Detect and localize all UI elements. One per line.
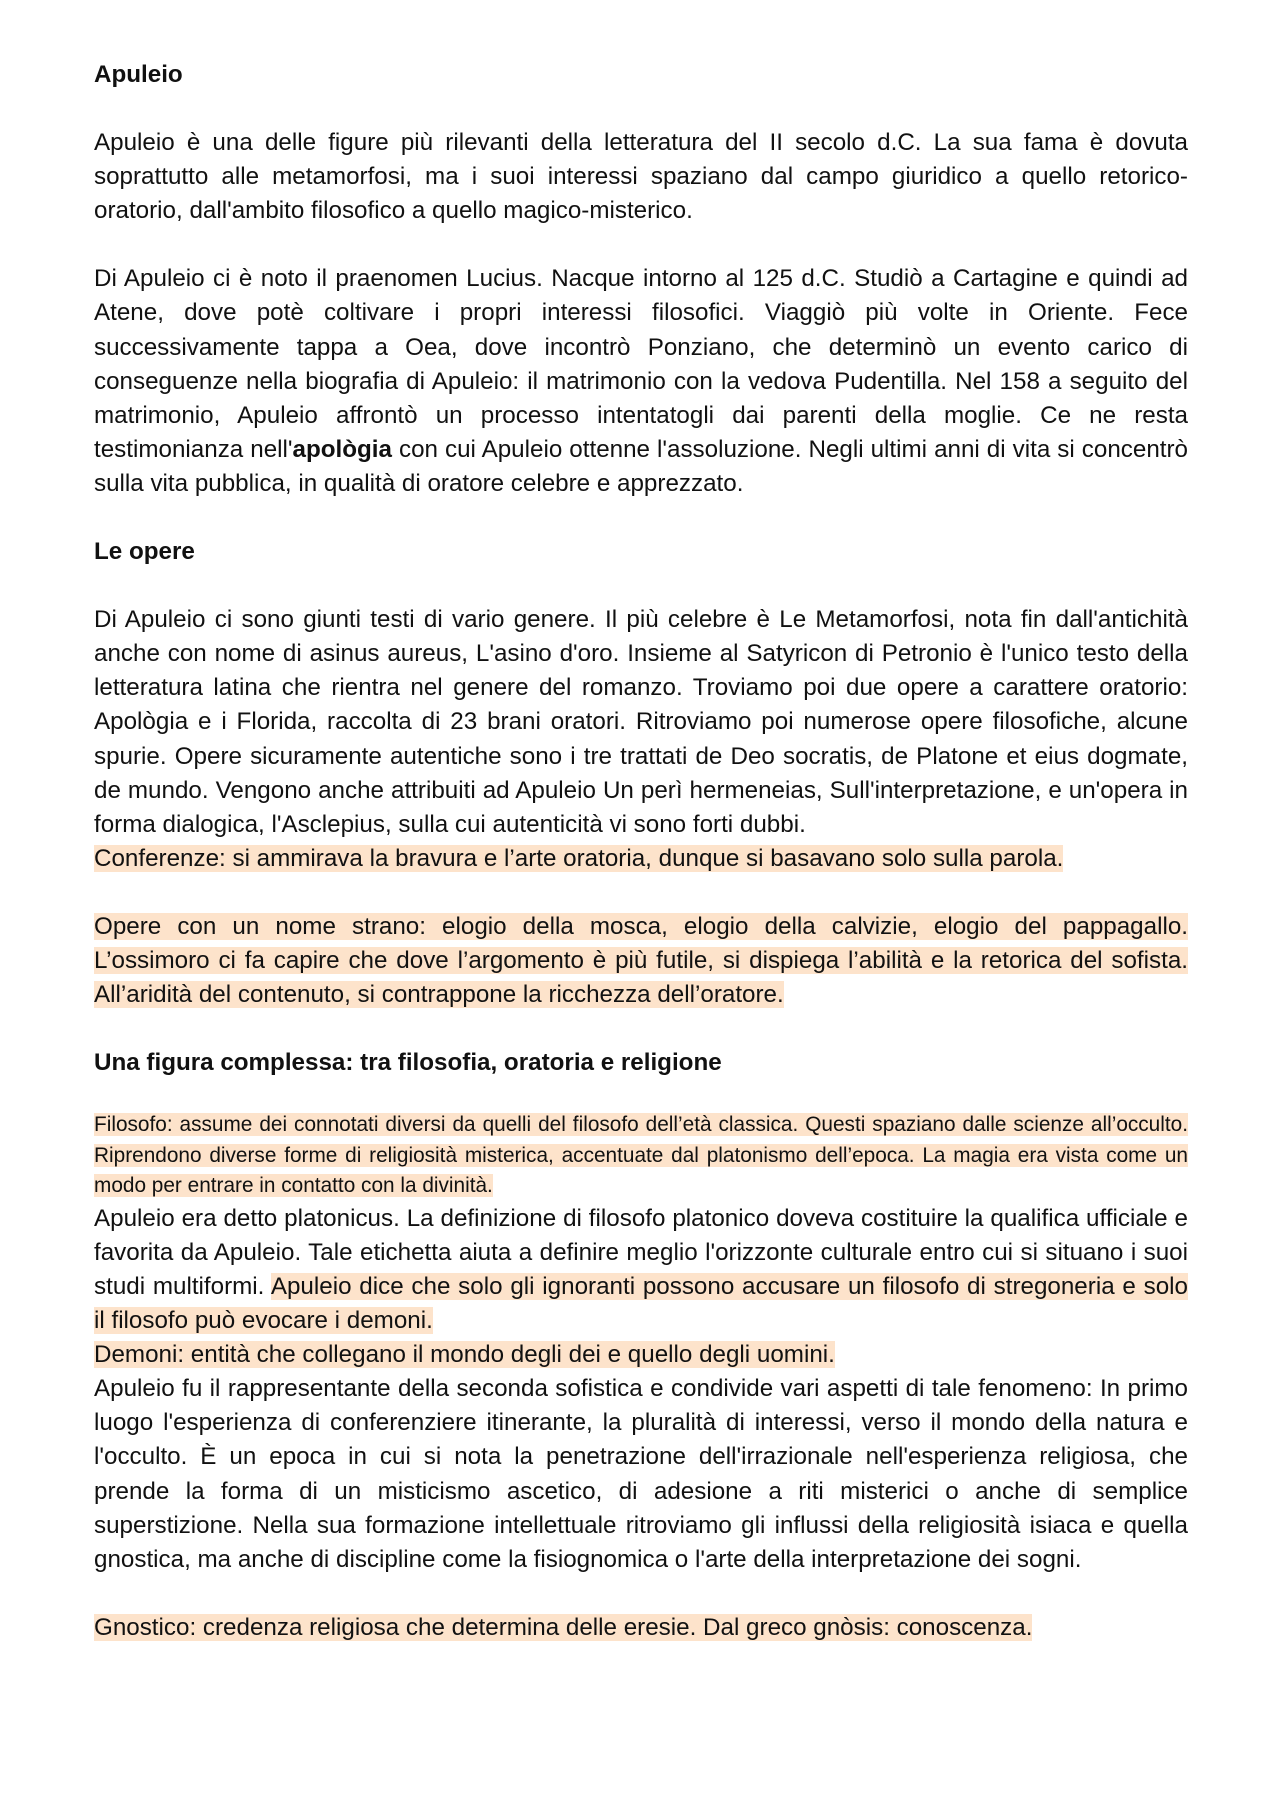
biography-paragraph — [94, 262, 1188, 501]
document-page — [94, 58, 1188, 1645]
apologia-bold: apològia — [292, 435, 392, 463]
note-gnostico — [94, 1611, 1188, 1645]
works-paragraph: Di Apuleio ci sono giunti testi di vario genere. Il più celebre è Le Metamorfosi, nota fin dall'antichità anche con nome di asinus aureus, L'asino d'oro. Insieme al Satyricon di Petronio è l'unico testo della letteratura latina che rientra nel genere del romanzo. Troviamo poi due opere a carattere oratorio: Apològia e i Florida, raccolta di 23 brani oratori. Ritroviamo poi numerose opere filosofiche, alcune spurie. Opere sicuramente autentiche sono i tre trattati de Deo socratis, de Platone et eius dogmate, de mundo. Vengono anche attribuiti ad Apuleio Un perì hermeneias, Sull'interpretazione, e un'opera in forma dialogica, l'Asclepius, sulla cui autenticità vi sono forti dubbi. — [94, 606, 1188, 838]
highlight-gnostico: Gnostico: credenza religiosa che determina delle eresie. Dal greco gnòsis: conoscenza. — [94, 1613, 1033, 1641]
sofistica-paragraph: Apuleio fu il rappresentante della seconda sofistica e condivide vari aspetti di tale fenomeno: In primo luogo l'esperienza di conferenziere itinerante, la pluralità di interessi, verso il mondo della natura e l'occulto. È un epoca in cui si nota la penetrazione dell'irrazionale nell'esperienza religiosa, che prende la forma di un misticismo ascetico, di adesione a riti misterici o anche di semplice superstizione. Nella sua formazione intellettuale ritroviamo gli influssi della religiosità isiaca e quella gnostica, ma anche di discipline come la fisiognomica o l'arte della interpretazione dei sogni. — [94, 1375, 1188, 1573]
platonicus-text: Apuleio era detto platonicus. La definizione di filosofo platonico doveva costituire la qualifica ufficiale e favorita da Apuleio. Tale etichetta aiuta a definire meglio l'orizzonte culturale entro cui si situano i suoi studi multiformi. — [94, 1204, 1188, 1300]
heading-le-opere: Le opere — [94, 538, 195, 566]
highlight-ignoranti: Apuleio dice che solo gli ignoranti possono accusare un filosofo di stregoneria e solo il filosofo può evocare i demoni. — [94, 1272, 1188, 1335]
heading-figura-complessa: Una figura complessa: tra filosofia, oratoria e religione — [94, 1049, 722, 1077]
biography-text: Di Apuleio ci è noto il praenomen Lucius. Nacque intorno al 125 d.C. Studiò a Cartagine e quindi ad Atene, dove potè coltivare i propri interessi filosofici. Viaggiò più volte in Oriente. Fece successivamente tappa a Oea, dove incontrò Ponziano, che determinò un evento carico di conseguenze nella biografia di Apuleio: il matrimonio con la vedova Pudentilla. Nel 158 a seguito del matrimonio, Apuleio affrontò un processo intentatogli dai parenti della moglie. Ce ne resta testimonianza nell' — [94, 265, 1188, 463]
note-opere-strane — [94, 910, 1188, 1012]
note-demoni — [94, 1338, 1188, 1372]
highlight-conferenze: Conferenze: si ammirava la bravura e l’arte oratoria, dunque si basavano solo sulla parola. — [94, 844, 1064, 872]
platonicus-paragraph — [94, 1202, 1188, 1338]
heading-apuleio: Apuleio — [94, 61, 183, 88]
biography-text-end: con cui Apuleio ottenne l'assoluzione. Negli ultimi anni di vita si concentrò sulla vita pubblica, in qualità di oratore celebre e apprezzato. — [94, 435, 1188, 497]
note-conferenze — [94, 842, 1188, 876]
highlight-demoni: Demoni: entità che collegano il mondo degli dei e quello degli uomini. — [94, 1341, 835, 1369]
highlight-opere-strane: Opere con un nome strano: elogio della mosca, elogio della calvizie, elogio del pappagallo. L’ossimoro ci fa capire che dove l’argomento è più futile, si dispiega l’abilità e la retorica del sofista. All’aridità del contenuto, si contrappone la ricchezza dell’oratore. — [94, 912, 1188, 1009]
note-filosofo — [94, 1110, 1188, 1202]
intro-paragraph: Apuleio è una delle figure più rilevanti della letteratura del II secolo d.C. La sua fama è dovuta soprattutto alle metamorfosi, ma i suoi interessi spaziano dal campo giuridico a quello retorico-oratorio, dall'ambito filosofico a quello magico-misterico. — [94, 129, 1188, 225]
highlight-filosofo: Filosofo: assume dei connotati diversi da quelli del filosofo dell’età classica. Questi spaziano dalle scienze all’occulto. Riprendono diverse forme di religiosità misterica, accentuate dal platonismo dell’epoca. La magia era vista come un modo per entrare in contatto con la divinità. — [94, 1113, 1188, 1198]
